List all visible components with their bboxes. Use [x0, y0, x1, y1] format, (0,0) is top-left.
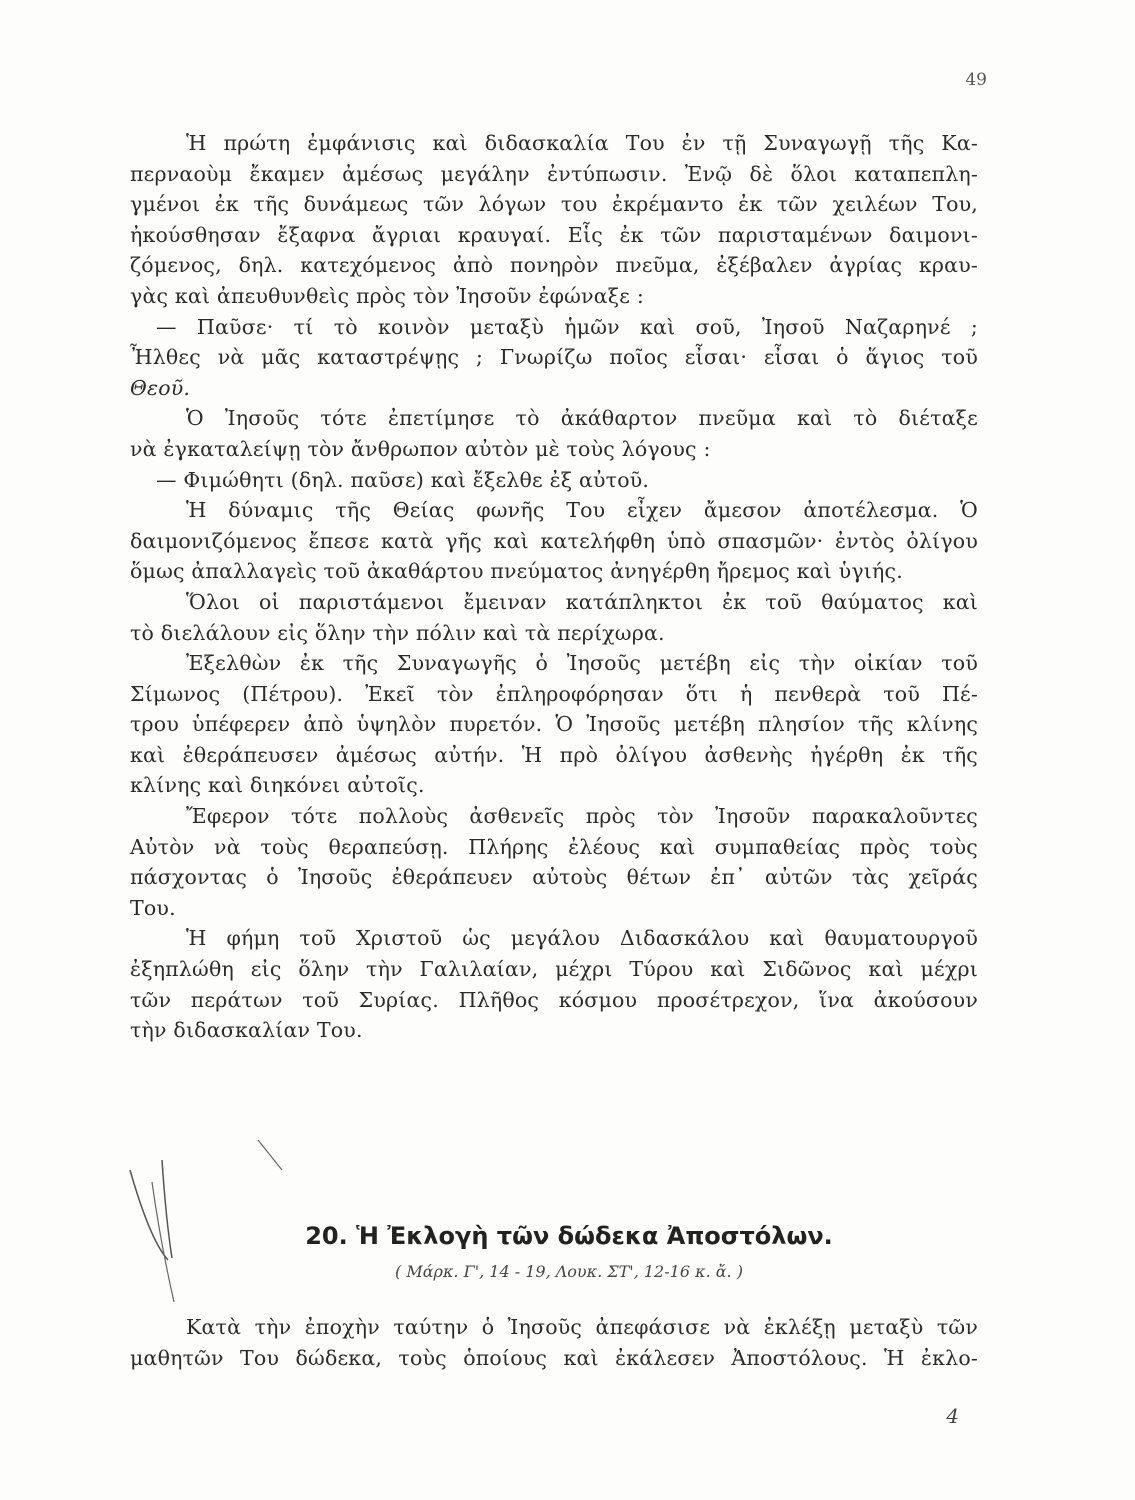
paragraph-line: Του.	[130, 895, 176, 920]
paragraph-line: τρου ὑπέφερεν ἀπὸ ὑψηλὸν πυρετόν. Ὁ Ἰησοῦς μετέβη πλησίον τῆς κλίνης	[130, 712, 978, 737]
paragraph-line: Ἦλθες νὰ μᾶς καταστρέψῃς ; Γνωρίζω ποῖος εἶσαι· εἶσαι ὁ ἅγιος τοῦ	[130, 345, 978, 370]
paragraph-line: — Παῦσε· τί τὸ κοινὸν μεταξὺ ἡμῶν καὶ σοῦ, Ἰησοῦ Ναζαρηνέ ;	[156, 314, 978, 339]
paragraph-line: Κατὰ τὴν ἐποχὴν ταύτην ὁ Ἰησοῦς ἀπεφάσισε νὰ ἐκλέξῃ μεταξὺ τῶν	[186, 1315, 978, 1339]
paragraph-line: πάσχοντας ὁ Ἰησοῦς ἐθεράπευεν αὐτοὺς θέτων ἐπ᾿ αὐτῶν τὰς χεῖράς	[130, 865, 978, 890]
paragraph-line: καὶ ἐθεράπευσεν ἀμέσως αὐτήν. Ἡ πρὸ ὀλίγου ἀσθενὴς ἠγέρθη ἐκ τῆς	[130, 742, 978, 767]
body-text	[130, 128, 978, 1046]
paragraph-line: ἠκούσθησαν ἔξαφνα ἄγριαι κραυγαί. Εἷς ἐκ τῶν παρισταμένων δαιμονι-	[130, 222, 978, 247]
paragraph-line: περναοὺμ ἔκαμεν ἀμέσως μεγάλην ἐντύπωσιν. Ἐνῷ δὲ ὅλοι καταπεπλη-	[130, 161, 978, 186]
section-heading-block	[130, 1216, 978, 1288]
paragraph-line: κλίνης καὶ διηκόνει αὐτοῖς.	[130, 773, 425, 798]
paragraph-line: ὅμως ἀπαλλαγεὶς τοῦ ἀκαθάρτου πνεύματος ἀνηγέρθη ἤρεμος καὶ ὑγιής.	[130, 559, 903, 584]
section-reference: ( Μάρκ. Γ', 14 - 19, Λουκ. ΣΤ', 12-16 κ. ἄ. )	[395, 1262, 743, 1281]
paragraph-line: Ἔφερον τότε πολλοὺς ἀσθενεῖς πρὸς τὸν Ἰησοῦν παρακαλοῦντες	[186, 804, 978, 829]
paragraph-line: Ἡ δύναμις τῆς Θείας φωνῆς Του εἶχεν ἄμεσον ἀποτέλεσμα. Ὁ	[186, 498, 978, 523]
paragraph-line: γμένοι ἐκ τῆς δυνάμεως τῶν λόγων του ἐκρέμαντο ἐκ τῶν χειλέων Του,	[130, 192, 978, 217]
paragraph-line: Ὅλοι οἱ παριστάμενοι ἔμειναν κατάπληκτοι ἐκ τοῦ θαύματος καὶ	[186, 589, 978, 614]
paragraph-line: Ἡ πρώτη ἐμφάνισις καὶ διδασκαλία Του ἐν τῇ Συναγωγῇ τῆς Κα-	[186, 131, 978, 155]
paragraph-line: ἐξηπλώθη εἰς ὅλην τὴν Γαλιλαίαν, μέχρι Τύρου καὶ Σιδῶνος καὶ μέχρι	[130, 957, 978, 982]
paragraph-line: Ὁ Ἰησοῦς τότε ἐπετίμησε τὸ ἀκάθαρτον πνεῦμα καὶ τὸ διέταξε	[186, 406, 978, 431]
paragraph-line: τῶν περάτων τοῦ Συρίας. Πλῆθος κόσμου προσέτρεχον, ἵνα ἀκούσουν	[130, 987, 978, 1012]
paragraph-line: νὰ ἐγκαταλείψῃ τὸν ἄνθρωπον αὐτὸν μὲ τοὺς λόγους :	[130, 436, 711, 461]
paragraph-line: Αὐτὸν νὰ τοὺς θεραπεύσῃ. Πλήρης ἐλέους καὶ συμπαθείας πρὸς τοὺς	[130, 834, 978, 859]
paragraph-line: Ἐξελθὼν ἐκ τῆς Συναγωγῆς ὁ Ἰησοῦς μετέβη εἰς τὴν οἰκίαν τοῦ	[186, 651, 978, 676]
paragraph-line: τὴν διδασκαλίαν Του.	[130, 1018, 363, 1043]
paragraph-line: μαθητῶν Του δώδεκα, τοὺς ὁποίους καὶ ἐκάλεσεν Ἀποστόλους. Ἡ ἐκλο-	[130, 1345, 978, 1370]
paragraph-line: Θεοῦ.	[130, 375, 191, 400]
paragraph-line: τὸ διελάλουν εἰς ὅλην τὴν πόλιν καὶ τὰ περίχωρα.	[130, 620, 665, 645]
paragraph-line: γὰς καὶ ἀπευθυνθεὶς πρὸς τὸν Ἰησοῦν ἐφώναξε :	[130, 283, 644, 308]
paragraph-line: δαιμονιζόμενος ἔπεσε κατὰ γῆς καὶ κατελήφθη ὑπὸ σπασμῶν· ἐντὸς ὀλίγου	[130, 528, 978, 553]
section-heading: 20. Ἡ Ἐκλογὴ τῶν δώδεκα Ἀποστόλων.	[305, 1222, 833, 1250]
page-number: 49	[965, 70, 987, 90]
section-body-text	[130, 1312, 978, 1373]
paragraph-line: — Φιμώθητι (δηλ. παῦσε) καὶ ἔξελθε ἐξ αὐτοῦ.	[156, 467, 650, 492]
paragraph-line: Ἡ φήμη τοῦ Χριστοῦ ὡς μεγάλου Διδασκάλου καὶ θαυματουργοῦ	[186, 926, 978, 951]
paragraph-line: ζόμενος, δηλ. κατεχόμενος ἀπὸ πονηρὸν πνεῦμα, ἐξέβαλεν ἀγρίας κραυ-	[130, 253, 978, 278]
paragraph-line: Σίμωνος (Πέτρου). Ἐκεῖ τὸν ἐπληροφόρησαν ὅτι ἡ πενθερὰ τοῦ Πέ-	[130, 681, 978, 706]
footer-signature-number: 4	[946, 1404, 959, 1428]
